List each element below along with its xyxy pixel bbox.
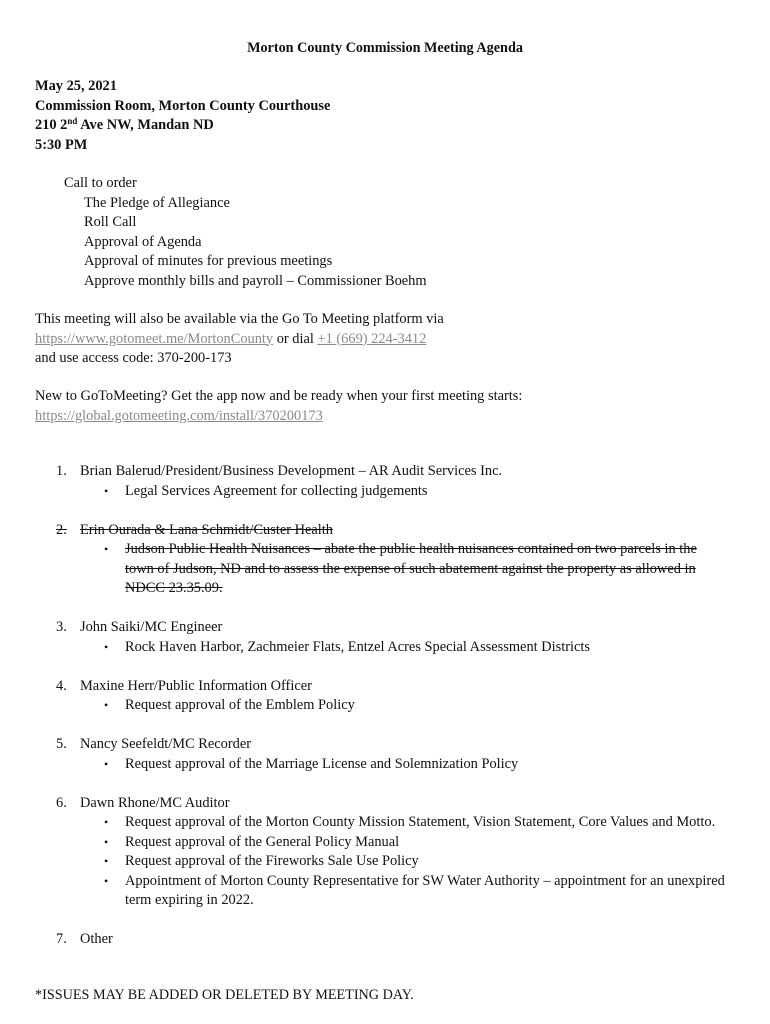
- meeting-info: [35, 77, 330, 155]
- agenda-bullet: [56, 482, 726, 502]
- order-item: The Pledge of Allegiance: [84, 194, 230, 211]
- agenda-item-number: 1.: [56, 463, 67, 479]
- agenda-item-heading: [56, 735, 726, 755]
- order-item: Approval of minutes for previous meetings: [84, 253, 333, 269]
- agenda-item-title: Nancy Seefeldt/MC Recorder: [80, 736, 252, 752]
- agenda-bullet-text: Request approval of the Fireworks Sale Use Policy: [125, 853, 419, 869]
- agenda-item: [56, 677, 726, 716]
- meeting-time: 5:30 PM: [35, 136, 88, 153]
- agenda-item-number: 6.: [56, 794, 67, 811]
- remote-access-code: and use access code: 370-200-173: [35, 350, 232, 366]
- agenda-bullet-list: [56, 755, 726, 775]
- agenda-bullet-text: Request approval of the Emblem Policy: [125, 697, 355, 713]
- agenda-bullet-text: Legal Services Agreement for collecting judgements: [125, 482, 428, 499]
- phone-link[interactable]: +1 (669) 224-3412: [317, 330, 427, 347]
- new-user-line: New to GoToMeeting? Get the app now and be ready when your first meeting starts:: [35, 388, 523, 404]
- agenda-bullet-text: Rock Haven Harbor, Zachmeier Flats, Entzel Acres Special Assessment Districts: [125, 638, 590, 655]
- bullet-icon: •: [104, 873, 109, 888]
- agenda-bullet-text: Request approval of the Marriage License and Solemnization Policy: [125, 755, 519, 772]
- gotomeet-link[interactable]: https://www.gotomeet.me/MortonCounty: [35, 330, 274, 347]
- agenda-bullet: [56, 696, 726, 716]
- bullet-icon: •: [104, 639, 109, 654]
- meeting-date: May 25, 2021: [35, 78, 117, 94]
- agenda-bullet-text: Judson Public Health Nuisances – abate the public health nuisances contained on two parcels in the town of Judson, ND and to assess the expense of such abatement against the property as allowed in NDCC 23.35.09.: [125, 541, 697, 596]
- agenda-item-number: 2.: [56, 521, 67, 538]
- agenda-item: [56, 794, 726, 911]
- agenda-item: [56, 521, 726, 599]
- bullet-icon: •: [104, 542, 109, 556]
- agenda-item-title: Other: [80, 931, 113, 947]
- agenda-bullet-list: [56, 638, 726, 658]
- agenda-item: [56, 618, 726, 657]
- agenda-item: [56, 462, 726, 501]
- agenda-bullet-list: [56, 813, 726, 911]
- new-user-paragraph: [35, 387, 522, 426]
- agenda-bullet-text: Appointment of Morton County Representative for SW Water Authority – appointment for an unexpired term expiring in 2022.: [125, 872, 725, 908]
- bullet-icon: •: [104, 834, 109, 849]
- bullet-icon: •: [104, 815, 109, 829]
- agenda-bullet: [56, 813, 726, 833]
- agenda-item-heading: [56, 794, 726, 814]
- agenda-item-title: Erin Ourada & Lana Schmidt/Custer Health: [80, 521, 333, 538]
- bullet-icon: •: [104, 698, 109, 712]
- agenda-bullet-text: Request approval of the Morton County Mission Statement, Vision Statement, Core Values and Motto.: [125, 814, 716, 830]
- bullet-icon: •: [104, 854, 109, 868]
- meeting-address: 210 2nd Ave NW, Mandan ND: [35, 116, 214, 133]
- install-link[interactable]: https://global.gotomeeting.com/install/370200173: [35, 407, 323, 424]
- agenda-bullet-list: [56, 482, 726, 502]
- agenda-bullet: [56, 540, 726, 599]
- agenda-bullet-list: [56, 696, 726, 716]
- agenda-item: [56, 735, 726, 774]
- agenda-item-number: 3.: [56, 619, 67, 635]
- new-user-link-line: [35, 407, 522, 427]
- bullet-icon: •: [104, 756, 109, 771]
- agenda-bullet-text: Request approval of the General Policy Manual: [125, 833, 400, 850]
- footer-note: *ISSUES MAY BE ADDED OR DELETED BY MEETING DAY.: [35, 987, 414, 1003]
- page-title: Morton County Commission Meeting Agenda: [247, 40, 523, 56]
- agenda-bullet: [56, 872, 726, 911]
- agenda-items: [56, 462, 726, 969]
- order-item: Roll Call: [84, 214, 137, 230]
- agenda-item: [56, 930, 726, 950]
- call-to-order-heading: Call to order: [64, 175, 137, 191]
- call-to-order-section: [64, 174, 427, 291]
- remote-line-2: https://www.gotomeet.me/MortonCounty or dial +1 (669) 224-3412: [35, 330, 427, 347]
- agenda-item-title: Maxine Herr/Public Information Officer: [80, 677, 312, 694]
- agenda-item-heading: [56, 677, 726, 697]
- agenda-item-number: 7.: [56, 931, 67, 947]
- agenda-bullet: [56, 833, 726, 853]
- agenda-item-title: Brian Balerud/President/Business Development – AR Audit Services Inc.: [80, 463, 503, 479]
- agenda-bullet: [56, 852, 726, 872]
- agenda-item-number: 4.: [56, 677, 67, 694]
- meeting-location: Commission Room, Morton County Courthouse: [35, 97, 331, 114]
- agenda-bullet: [56, 755, 726, 775]
- agenda-item-number: 5.: [56, 736, 67, 752]
- order-item: Approve monthly bills and payroll – Commissioner Boehm: [84, 272, 427, 289]
- agenda-item-title: Dawn Rhone/MC Auditor: [80, 794, 230, 811]
- order-item: Approval of Agenda: [84, 233, 202, 250]
- agenda-item-heading: [56, 618, 726, 638]
- remote-line-1: This meeting will also be available via the Go To Meeting platform via: [35, 311, 444, 327]
- agenda-bullet: [56, 638, 726, 658]
- bullet-icon: •: [104, 483, 109, 498]
- agenda-item-heading: [56, 462, 726, 482]
- agenda-item-heading: [56, 521, 726, 541]
- agenda-item-heading: [56, 930, 726, 950]
- agenda-bullet-list: [56, 540, 726, 599]
- remote-access-paragraph: [35, 310, 444, 369]
- agenda-item-title: John Saiki/MC Engineer: [80, 619, 223, 635]
